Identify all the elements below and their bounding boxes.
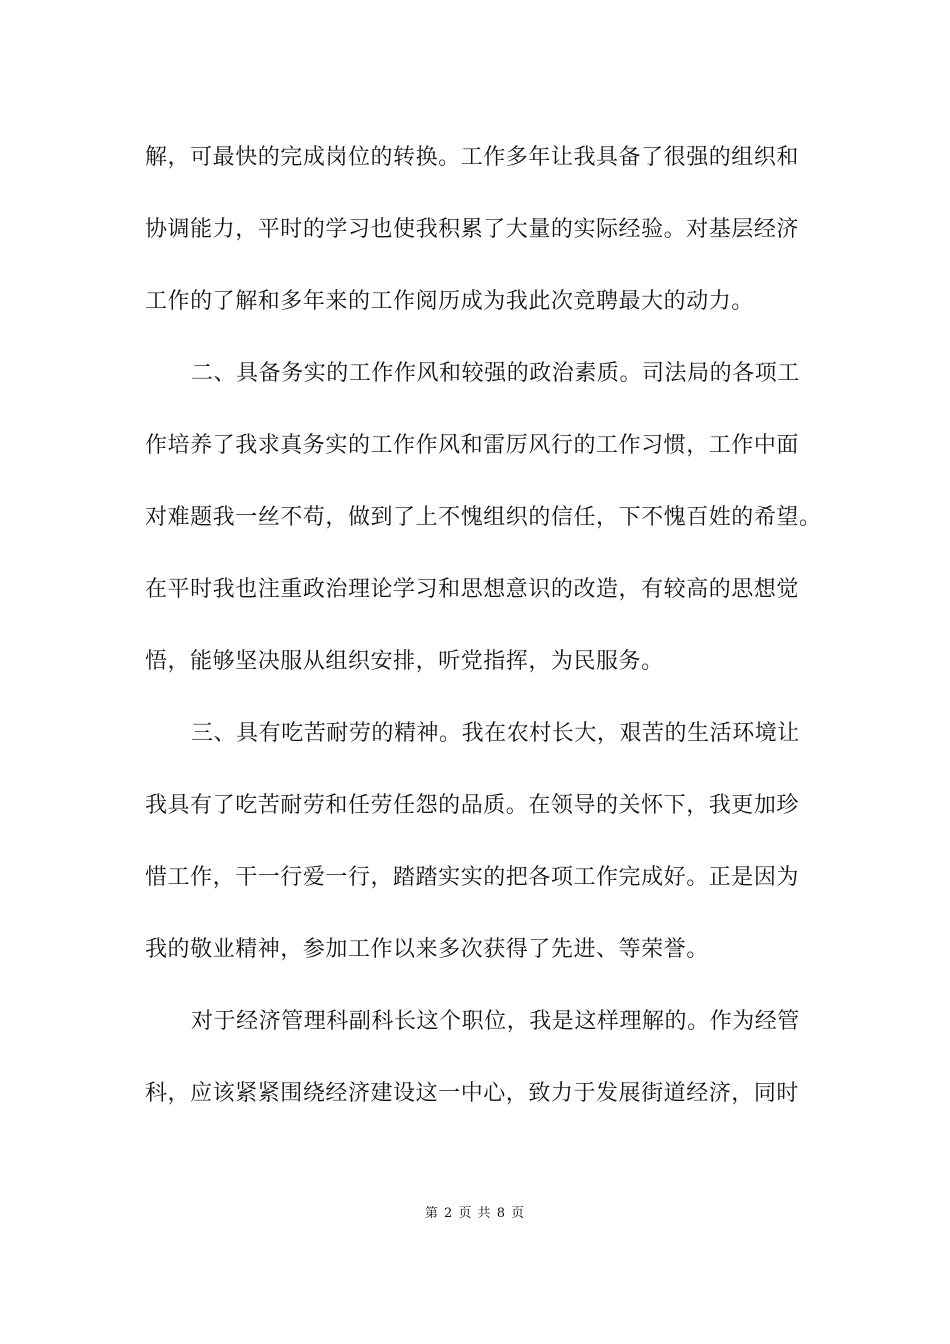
text-line: 我具有了吃苦耐劳和任劳任怨的品质。在领导的关怀下，我更加珍 [145,793,799,818]
text-line: 惜工作，干一行爱一行，踏踏实实的把各项工作完成好。正是因为 [145,865,799,890]
text-line: 协调能力，平时的学习也使我积累了大量的实际经验。对基层经济 [145,217,799,242]
text-line: 科，应该紧紧围绕经济建设这一中心，致力于发展街道经济，同时 [145,1081,799,1106]
text-line: 在平时我也注重政治理论学习和思想意识的改造，有较高的思想觉 [145,577,799,602]
text-line: 悟，能够坚决服从组织安排，听党指挥，为民服务。 [145,649,664,674]
text-line: 作培养了我求真务实的工作作风和雷厉风行的工作习惯，工作中面 [145,433,799,458]
text-line: 解，可最快的完成岗位的转换。工作多年让我具备了很强的组织和 [145,145,799,170]
text-line: 工作的了解和多年来的工作阅历成为我此次竞聘最大的动力。 [145,289,754,314]
body-text [145,134,822,1142]
paragraph-start-line: 对于经济管理科副科长这个职位，我是这样理解的。作为经管 [191,1009,800,1034]
text-line: 对难题我一丝不苟，做到了上不愧组织的信任，下不愧百姓的希望。 [145,505,822,530]
page-number-footer: 第 2 页 共 8 页 [424,1206,526,1221]
text-line: 我的敬业精神，参加工作以来多次获得了先进、等荣誉。 [145,937,709,962]
paragraph-start-line: 三、具有吃苦耐劳的精神。我在农村长大，艰苦的生活环境让 [191,721,800,746]
paragraph-start-line: 二、具备务实的工作作风和较强的政治素质。司法局的各项工 [191,361,800,386]
